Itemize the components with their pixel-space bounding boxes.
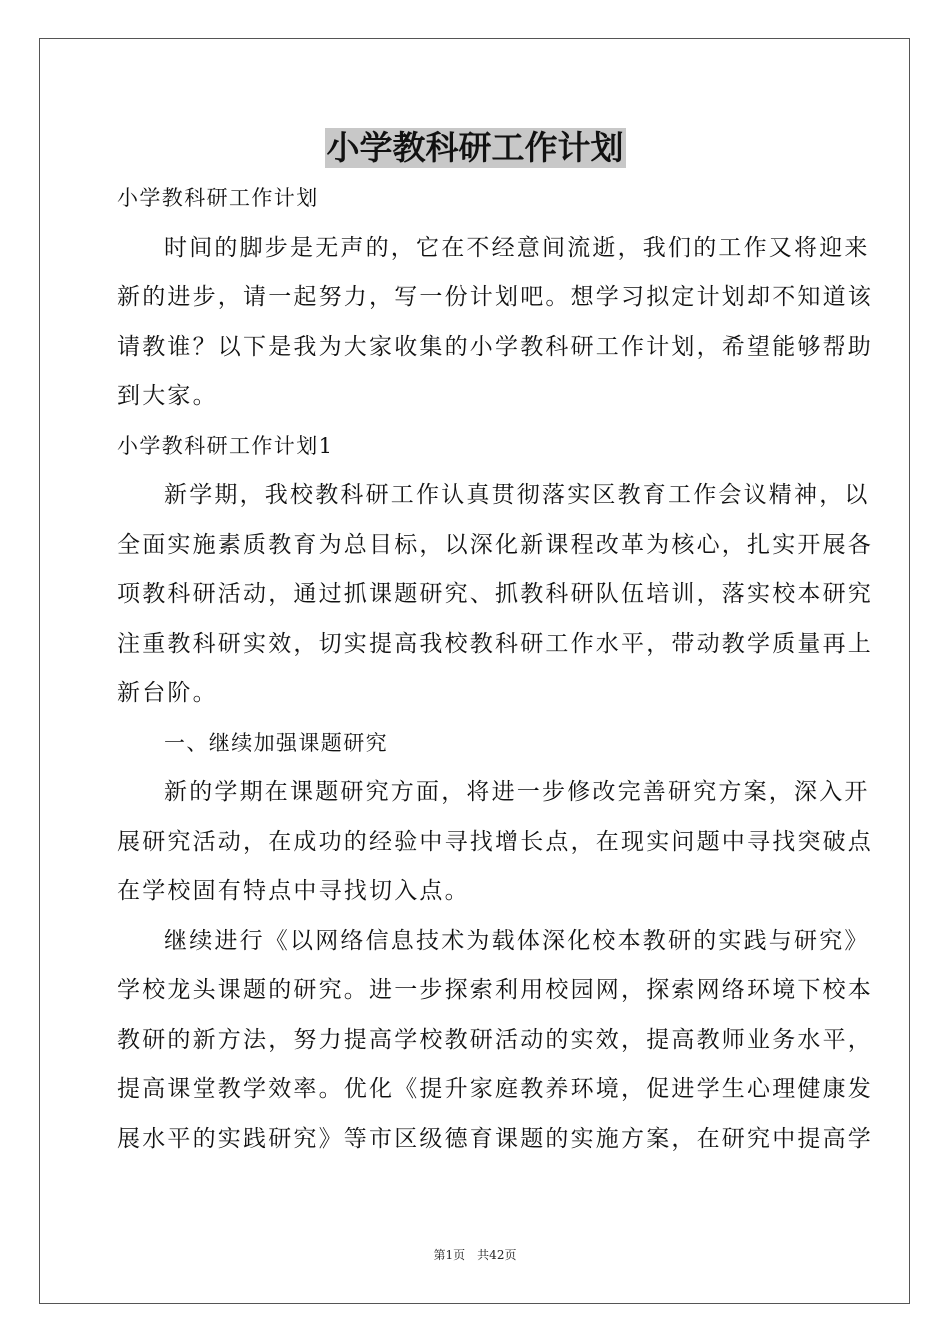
subtitle: 小学教科研工作计划 <box>117 186 319 210</box>
para3-line-1: 继续进行《以网络信息技术为载体深化校本教研的实践与研究》 <box>164 927 870 954</box>
point1-heading: 一、继续加强课题研究 <box>164 730 388 755</box>
para1-line-2: 全面实施素质教育为总目标，以深化新课程改革为核心，扎实开展各 <box>117 531 873 558</box>
para3-line-5: 展水平的实践研究》等市区级德育课题的实施方案，在研究中提高学 <box>117 1125 873 1152</box>
intro-line-3: 请教谁？以下是我为大家收集的小学教科研工作计划，希望能够帮助 <box>117 333 873 360</box>
para1-line-4: 注重教科研实效，切实提高我校教科研工作水平，带动教学质量再上 <box>117 630 873 657</box>
intro-line-1: 时间的脚步是无声的，它在不经意间流逝，我们的工作又将迎来 <box>164 234 870 261</box>
para3-line-2: 学校龙头课题的研究。进一步探索利用校园网，探索网络环境下校本 <box>117 977 873 1003</box>
section-heading: 小学教科研工作计划1 <box>117 433 334 458</box>
para3-line-3: 教研的新方法，努力提高学校教研活动的实效，提高教师业务水平， <box>117 1026 873 1053</box>
title-area <box>0 128 950 168</box>
page-number: 第1页 共42页 <box>433 1248 517 1262</box>
intro-line-2: 新的进步，请一起努力，写一份计划吧。想学习拟定计划却不知道该 <box>117 284 873 310</box>
para2-line-2: 展研究活动，在成功的经验中寻找增长点，在现实问题中寻找突破点 <box>117 828 873 855</box>
document-body <box>117 174 873 1164</box>
para1-line-5: 新台阶。 <box>117 680 218 706</box>
para2-line-1: 新的学期在课题研究方面，将进一步修改完善研究方案，深入开 <box>164 779 870 805</box>
para2-line-3: 在学校固有特点中寻找切入点。 <box>117 878 470 904</box>
para1-line-3: 项教科研活动，通过抓课题研究、抓教科研队伍培训，落实校本研究 <box>117 581 873 607</box>
para3-line-4: 提高课堂教学效率。优化《提升家庭教养环境，促进学生心理健康发 <box>117 1076 873 1102</box>
para1-line-1: 新学期，我校教科研工作认真贯彻落实区教育工作会议精神，以 <box>164 482 870 508</box>
page-footer <box>0 1247 950 1263</box>
intro-line-4: 到大家。 <box>117 383 218 409</box>
document-title: 小学教科研工作计划 <box>326 128 624 167</box>
